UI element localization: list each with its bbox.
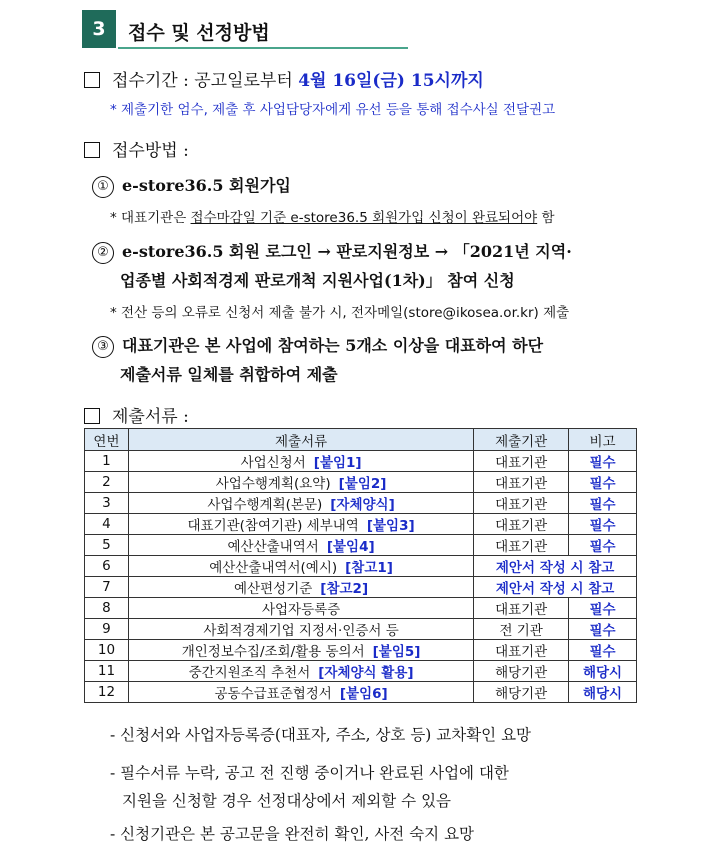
cell-document xyxy=(128,640,473,661)
document-name: 공동수급표준협정서 xyxy=(214,686,332,702)
table-row xyxy=(85,451,637,472)
cell-org: 대표기관 xyxy=(474,640,569,661)
document-tag: [붙임5] xyxy=(372,644,421,660)
cell-note: 필수 xyxy=(569,598,637,619)
document-name: 사회적경제기업 지정서·인증서 등 xyxy=(203,623,399,639)
step-text: e-store36.5 회원가입 xyxy=(122,176,291,195)
cell-no: 10 xyxy=(85,640,129,661)
cell-no: 4 xyxy=(85,514,129,535)
checkbox-icon xyxy=(84,72,100,88)
table-row xyxy=(85,661,637,682)
cell-no: 5 xyxy=(85,535,129,556)
cell-no: 12 xyxy=(85,682,129,703)
footnote-3: - 신청기관은 본 공고문을 완전히 확인, 사전 숙지 요망 xyxy=(110,825,475,843)
documents-heading xyxy=(84,402,189,427)
table-row xyxy=(85,619,637,640)
cell-document xyxy=(128,619,473,640)
document-name: 예산산출내역서(예시) xyxy=(209,560,338,576)
document-name: 개인정보수집/조회/활용 동의서 xyxy=(181,644,365,660)
period-line xyxy=(84,66,484,91)
cell-no: 6 xyxy=(85,556,129,577)
checkbox-icon xyxy=(84,142,100,158)
document-tag: [붙임3] xyxy=(366,518,415,534)
cell-no: 3 xyxy=(85,493,129,514)
document-name: 대표기관(참여기관) 세부내역 xyxy=(187,518,359,534)
cell-no: 11 xyxy=(85,661,129,682)
cell-document xyxy=(128,493,473,514)
cell-document xyxy=(128,556,473,577)
method-note-1 xyxy=(110,206,555,226)
cell-org: 해당기관 xyxy=(474,661,569,682)
cell-document xyxy=(128,514,473,535)
period-text: 공고일로부터 xyxy=(194,71,293,91)
cell-note: 필수 xyxy=(569,472,637,493)
header-note: 비고 xyxy=(569,429,637,451)
cell-note: 필수 xyxy=(569,514,637,535)
cell-no: 8 xyxy=(85,598,129,619)
cell-document xyxy=(128,535,473,556)
cell-org: 제안서 작성 시 참고 xyxy=(474,577,637,598)
cell-org: 제안서 작성 시 참고 xyxy=(474,556,637,577)
cell-note: 필수 xyxy=(569,493,637,514)
cell-org: 대표기관 xyxy=(474,493,569,514)
step-text-line2: 제출서류 일체를 취합하여 제출 xyxy=(120,365,338,384)
cell-no: 9 xyxy=(85,619,129,640)
cell-document xyxy=(128,598,473,619)
table-row xyxy=(85,682,637,703)
period-note: * 제출기한 엄수, 제출 후 사업담당자에게 유선 등을 통해 접수사실 전달권고 xyxy=(110,102,556,118)
table-row xyxy=(85,577,637,598)
document-tag: [자체양식 활용] xyxy=(318,665,414,681)
period-label: 접수기간 : xyxy=(112,71,189,91)
cell-org: 해당기관 xyxy=(474,682,569,703)
document-name: 사업신청서 xyxy=(240,455,306,471)
table-row xyxy=(85,472,637,493)
cell-document xyxy=(128,577,473,598)
period-deadline: 4월 16일(금) 15시까지 xyxy=(298,71,484,91)
cell-note: 해당시 xyxy=(569,661,637,682)
cell-note: 필수 xyxy=(569,535,637,556)
document-tag: [참고2] xyxy=(320,581,369,597)
table-row xyxy=(85,598,637,619)
cell-org: 대표기관 xyxy=(474,514,569,535)
document-name: 예산산출내역서 xyxy=(227,539,319,555)
footnote-2-line1: - 필수서류 누락, 공고 전 진행 중이거나 완료된 사업에 대한 xyxy=(110,764,509,782)
step-text-line1: 대표기관은 본 사업에 참여하는 5개소 이상을 대표하여 하단 xyxy=(122,336,544,355)
document-tag: [자체양식] xyxy=(330,497,395,513)
document-tag: [붙임4] xyxy=(326,539,375,555)
cell-document xyxy=(128,661,473,682)
cell-note: 해당시 xyxy=(569,682,637,703)
table-row xyxy=(85,493,637,514)
checkbox-icon xyxy=(84,408,100,424)
method-step-1 xyxy=(92,173,291,198)
document-name: 사업수행계획(본문) xyxy=(207,497,323,513)
section-underline xyxy=(118,47,408,49)
table-row xyxy=(85,535,637,556)
cell-org: 대표기관 xyxy=(474,472,569,493)
documents-label: 제출서류 : xyxy=(112,407,189,427)
document-name: 사업자등록증 xyxy=(261,602,341,618)
footnote-2-line2: 지원을 신청할 경우 선정대상에서 제외할 수 있음 xyxy=(122,792,452,810)
step-number: ③ xyxy=(92,336,114,358)
table-row xyxy=(85,556,637,577)
table-row xyxy=(85,514,637,535)
cell-no: 7 xyxy=(85,577,129,598)
cell-note: 필수 xyxy=(569,451,637,472)
section-header xyxy=(82,10,326,50)
table-row xyxy=(85,640,637,661)
method-step-2 xyxy=(92,239,572,264)
cell-org: 대표기관 xyxy=(474,535,569,556)
method-note-2: * 전산 등의 오류로 신청서 제출 불가 시, 전자메일(store@ikosea.or.kr) 제출 xyxy=(110,305,570,321)
table-header-row xyxy=(85,429,637,451)
header-org: 제출기관 xyxy=(474,429,569,451)
method-step-3 xyxy=(92,333,543,358)
footnote-1: - 신청서와 사업자등록증(대표자, 주소, 상호 등) 교차확인 요망 xyxy=(110,726,532,744)
document-name: 예산편성기준 xyxy=(234,581,313,597)
note-text: * 대표기관은 xyxy=(110,210,187,226)
step-number: ② xyxy=(92,242,114,264)
note-text: 함 xyxy=(541,210,555,226)
cell-document xyxy=(128,682,473,703)
note-underlined: 접수마감일 기준 e-store36.5 회원가입 신청이 완료되어야 xyxy=(190,210,538,226)
cell-org: 대표기관 xyxy=(474,598,569,619)
cell-document xyxy=(128,451,473,472)
document-tag: [참고1] xyxy=(345,560,393,576)
section-title: 접수 및 선정방법 xyxy=(128,22,270,44)
cell-document xyxy=(128,472,473,493)
cell-org: 대표기관 xyxy=(474,451,569,472)
cell-note: 필수 xyxy=(569,640,637,661)
document-tag: [붙임6] xyxy=(339,686,388,702)
step-text-line2: 업종별 사회적경제 판로개척 지원사업(1차)」 참여 신청 xyxy=(120,271,515,290)
document-name: 사업수행계획(요약) xyxy=(215,476,331,492)
document-tag: [붙임1] xyxy=(313,455,362,471)
step-number: ① xyxy=(92,176,114,198)
cell-no: 2 xyxy=(85,472,129,493)
cell-no: 1 xyxy=(85,451,129,472)
cell-note: 필수 xyxy=(569,619,637,640)
section-number: 3 xyxy=(82,10,116,48)
step-text-line1: e-store36.5 회원 로그인 → 판로지원정보 → 「2021년 지역· xyxy=(122,242,572,261)
cell-org: 전 기관 xyxy=(474,619,569,640)
header-no: 연번 xyxy=(85,429,129,451)
document-name: 중간지원조직 추천서 xyxy=(188,665,311,681)
method-label: 접수방법 : xyxy=(112,141,189,161)
documents-table xyxy=(84,428,637,703)
method-heading xyxy=(84,136,189,161)
document-tag: [붙임2] xyxy=(338,476,387,492)
header-document: 제출서류 xyxy=(128,429,473,451)
